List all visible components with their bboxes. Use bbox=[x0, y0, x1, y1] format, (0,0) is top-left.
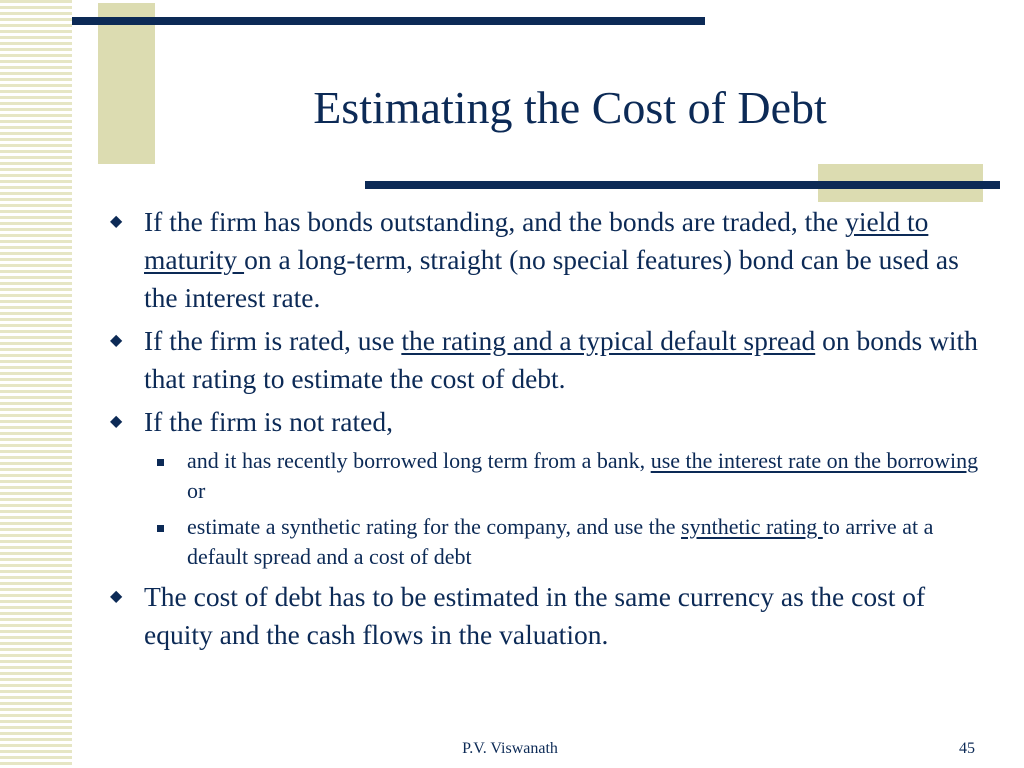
square-icon bbox=[157, 525, 164, 532]
sub-bullet-text: to arrive at a default spread and a cost of debt bbox=[187, 514, 934, 569]
yield-to-maturity-link[interactable]: yield to maturity bbox=[144, 206, 929, 275]
square-icon bbox=[157, 459, 164, 466]
slide-title: Estimating the Cost of Debt bbox=[313, 82, 827, 133]
bullet-firm-not-rated bbox=[106, 403, 986, 441]
footer-author: P.V. Viswanath bbox=[462, 740, 558, 757]
rating-default-spread-link[interactable]: the rating and a typical default spread bbox=[401, 325, 816, 356]
top-navy-bar bbox=[72, 17, 705, 25]
page-number: 45 bbox=[959, 740, 975, 757]
bullet-currency bbox=[106, 578, 986, 654]
bullet-text: If the firm has bonds outstanding, and the bonds are traded, the bbox=[144, 206, 846, 237]
top-left-tan-block bbox=[98, 3, 155, 164]
bullet-text: The cost of debt has to be estimated in the same currency as the cost of equity and the cash flows in the valuation. bbox=[144, 581, 926, 650]
sub-bullet-synthetic-rating bbox=[106, 512, 986, 572]
sub-bullet-text: and it has recently borrowed long term from a bank, bbox=[187, 448, 651, 473]
bullet-text: If the firm is rated, use bbox=[144, 325, 402, 356]
bullet-text: If the firm is not rated, bbox=[144, 406, 393, 437]
title-underline-bar bbox=[365, 181, 1000, 189]
bullet-firm-rated bbox=[106, 322, 986, 398]
sub-bullet-bank-borrowing bbox=[106, 446, 986, 506]
diamond-icon: ◆ bbox=[110, 213, 123, 230]
sub-bullet-text: or bbox=[187, 478, 206, 503]
synthetic-rating-link[interactable]: synthetic rating bbox=[681, 514, 823, 539]
bullet-text: on a long-term, straight (no special features) bond can be used as the interest rate. bbox=[144, 244, 959, 313]
diamond-icon: ◆ bbox=[110, 588, 123, 605]
bullet-bonds-outstanding bbox=[106, 203, 986, 317]
diamond-icon: ◆ bbox=[110, 332, 123, 349]
interest-rate-borrowing-link[interactable]: use the interest rate on the borrowing bbox=[650, 448, 979, 473]
bullet-text: on bonds with that rating to estimate the cost of debt. bbox=[144, 325, 978, 394]
sub-bullet-text: estimate a synthetic rating for the company, and use the bbox=[187, 514, 682, 539]
left-stripe-decoration bbox=[0, 0, 72, 768]
slide-body bbox=[106, 203, 986, 659]
diamond-icon: ◆ bbox=[110, 413, 123, 430]
